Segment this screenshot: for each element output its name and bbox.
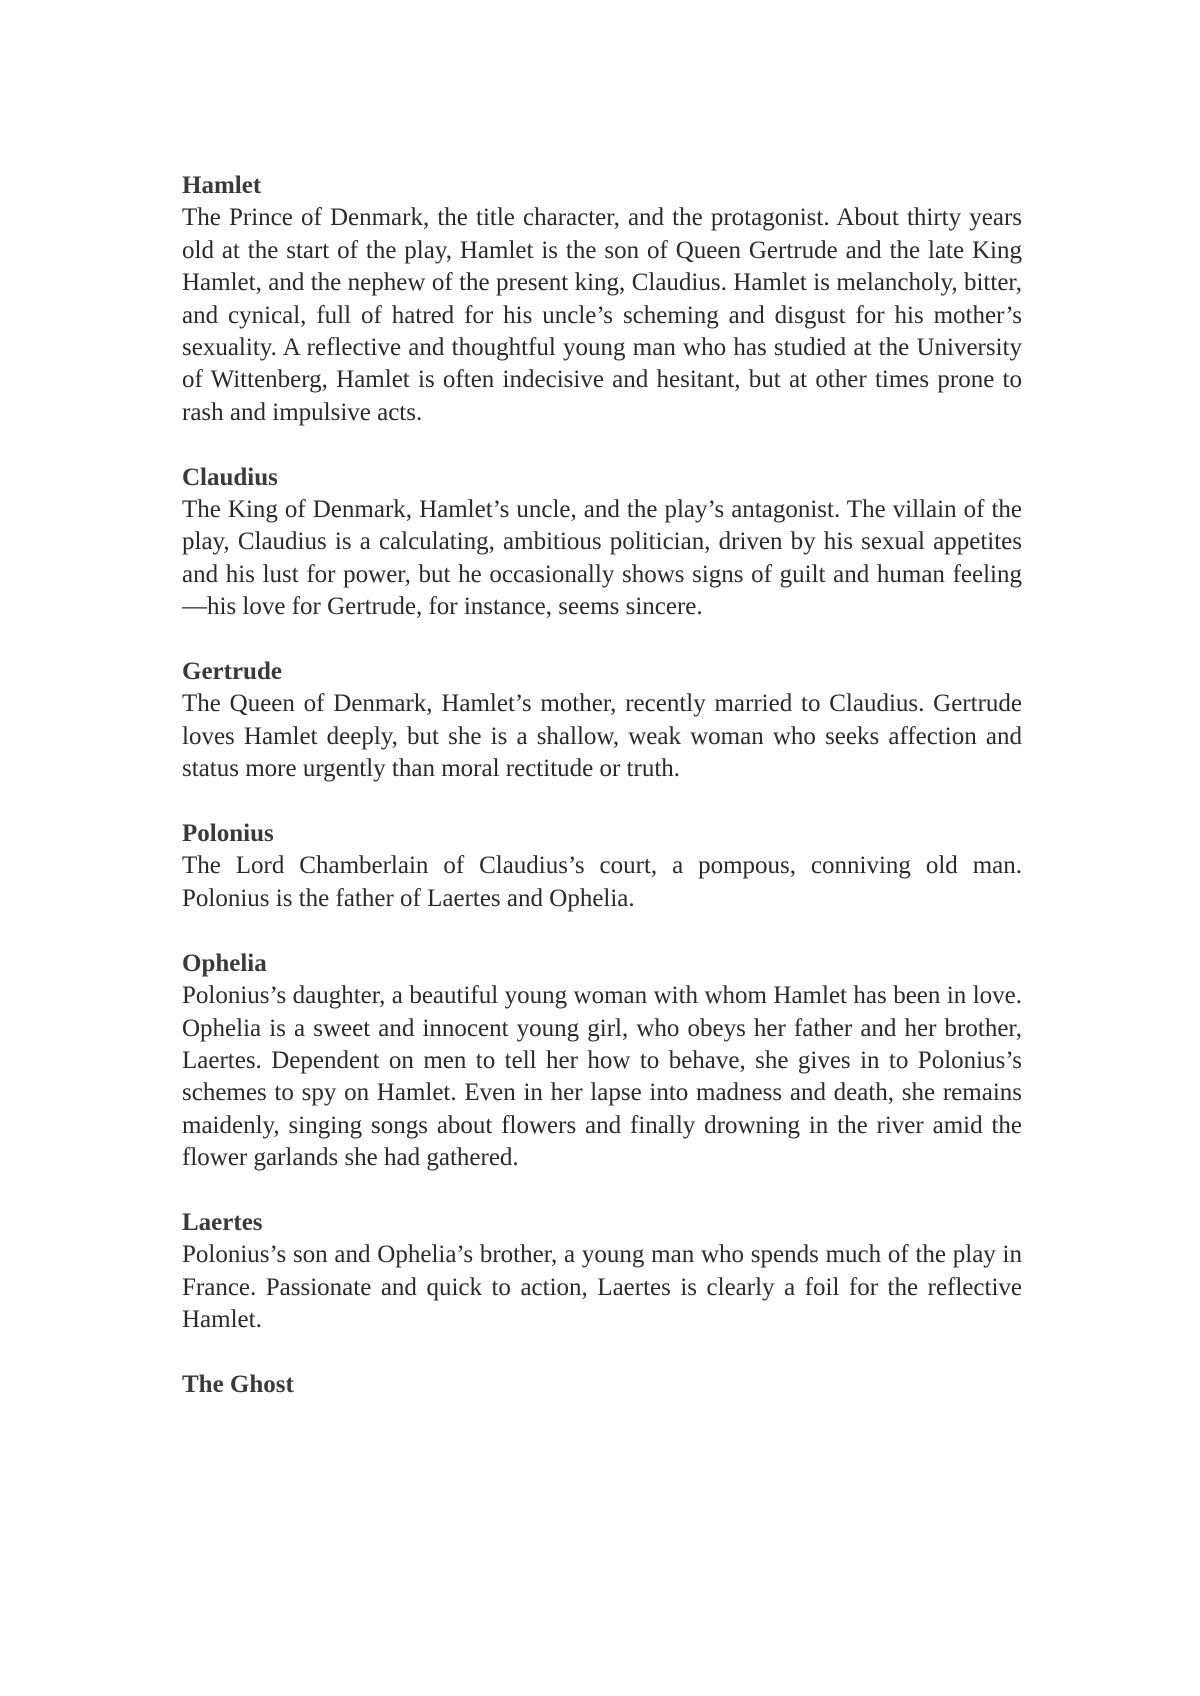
- character-description: The King of Denmark, Hamlet’s uncle, and the play’s antagonist. The villain of the play, Claudius is a calculating, ambitious politician, driven by his sexual appetites and his lust for power, but he occasionally shows signs of guilt and human feeling—his love for Gertrude, for instance, seems sincere.: [182, 496, 1022, 621]
- character-entry-hamlet: [182, 170, 1022, 429]
- character-name: Hamlet: [182, 172, 262, 199]
- character-entry-polonius: [182, 818, 1022, 915]
- character-name: Polonius: [182, 820, 274, 848]
- character-description: The Lord Chamberlain of Claudius’s court, a pompous, conniving old man. Polonius is the father of Laertes and Ophelia.: [182, 852, 1022, 912]
- character-name: Gertrude: [182, 658, 282, 686]
- character-description: Polonius’s daughter, a beautiful young woman with whom Hamlet has been in love. Ophelia is a sweet and innocent young girl, who obeys her father and her brother, Laertes. Dependent on men to tell her how to behave, she gives in to Polonius’s schemes to spy on Hamlet. Even in her lapse into madness and death, she remains maidenly, singing songs about flowers and finally drowning in the river amid the flower garlands she had gathered.: [182, 982, 1022, 1172]
- character-name: Laertes: [182, 1208, 263, 1236]
- character-name: Ophelia: [182, 949, 267, 977]
- character-entry-the-ghost: [182, 1369, 1022, 1401]
- character-entry-claudius: [182, 462, 1022, 624]
- character-entry-gertrude: [182, 656, 1022, 786]
- character-description: The Prince of Denmark, the title character, and the protagonist. About thirty years old at the start of the play, Hamlet is the son of Queen Gertrude and the late King Hamlet, and the nephew of the present king, Claudius. Hamlet is melancholy, bitter, and cynical, full of hatred for his uncle’s scheming and disgust for his mother’s sexuality. A reflective and thoughtful young man who has studied at the University of Wittenberg, Hamlet is often indecisive and hesitant, but at other times prone to rash and impulsive acts.: [182, 204, 1022, 426]
- character-name: The Ghost: [182, 1370, 294, 1398]
- character-description: Polonius’s son and Ophelia’s brother, a young man who spends much of the play in France. Passionate and quick to action, Laertes is clearly a foil for the reflective Hamlet.: [182, 1241, 1022, 1334]
- character-description: The Queen of Denmark, Hamlet’s mother, recently married to Claudius. Gertrude loves Hamlet deeply, but she is a shallow, weak woman who seeks affection and status more urgently than moral rectitude or truth.: [182, 690, 1022, 783]
- character-name: Claudius: [182, 463, 278, 491]
- document-page: [182, 170, 1022, 1401]
- character-entry-ophelia: [182, 948, 1022, 1175]
- character-entry-laertes: [182, 1207, 1022, 1337]
